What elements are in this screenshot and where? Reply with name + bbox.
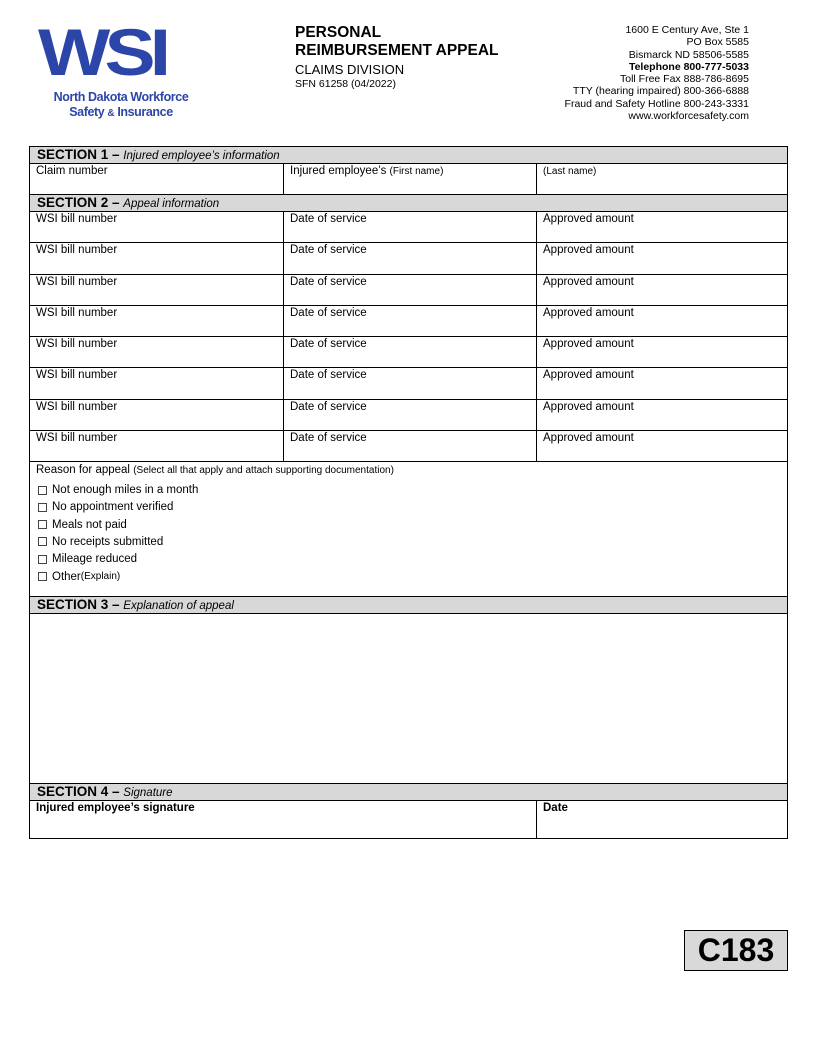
address-line2: PO Box 5585 — [686, 36, 749, 49]
address-block — [565, 24, 749, 122]
wsi-logo — [38, 15, 204, 121]
section4-header: SECTION 4 – Signature — [30, 784, 787, 801]
bill-number-field[interactable]: WSI bill number — [36, 244, 118, 257]
reason-other[interactable]: Other (Explain) — [38, 568, 781, 585]
reason-list — [36, 481, 781, 567]
approved-amount-field[interactable]: Approved amount — [536, 306, 787, 336]
division-label: CLAIMS DIVISION — [295, 62, 405, 77]
sfn-label: SFN 61258 (04/2022) — [295, 78, 396, 90]
reason-option-label: Meals not paid — [52, 518, 127, 531]
signature-row — [30, 801, 787, 838]
date-of-service-field[interactable]: Date of service — [283, 400, 536, 430]
bill-rows — [30, 212, 787, 462]
section1-header: SECTION 1 – Injured employee’s information — [30, 147, 787, 164]
bill-number-field[interactable]: WSI bill number — [36, 400, 118, 413]
telephone: Telephone 800-777-5033 — [628, 60, 749, 73]
bill-number-field[interactable]: WSI bill number — [36, 275, 118, 288]
section3-header: SECTION 3 – Explanation of appeal — [30, 597, 787, 614]
signature-field[interactable]: Injured employee’s signature — [36, 802, 195, 815]
explanation-textarea[interactable] — [30, 614, 787, 784]
reason-option-label: No receipts submitted — [52, 535, 164, 548]
reason-option[interactable] — [38, 481, 781, 498]
checkbox-icon[interactable] — [38, 555, 47, 564]
checkbox-icon[interactable] — [38, 520, 47, 529]
bill-number-field[interactable]: WSI bill number — [36, 338, 118, 351]
bill-number-field[interactable]: WSI bill number — [36, 213, 118, 225]
bill-row — [30, 212, 787, 243]
approved-amount-field[interactable]: Approved amount — [536, 368, 787, 398]
date-of-service-field[interactable]: Date of service — [283, 431, 536, 461]
reason-option-label: No appointment verified — [52, 501, 174, 514]
logo-letters: WSI — [38, 15, 166, 89]
date-of-service-field[interactable]: Date of service — [283, 275, 536, 305]
approved-amount-field[interactable]: Approved amount — [536, 212, 787, 242]
bill-row — [30, 431, 787, 462]
approved-amount-field[interactable]: Approved amount — [536, 275, 787, 305]
checkbox-icon[interactable] — [38, 486, 47, 495]
logo-line1: North Dakota Workforce — [53, 90, 189, 104]
tty: TTY (hearing impaired) 800-366-6888 — [572, 85, 749, 98]
reason-label: Reason for appeal (Select all that apply and attach supporting documentation) — [36, 464, 394, 477]
section1-row — [30, 164, 787, 195]
fax: Toll Free Fax 888-786-8695 — [620, 73, 749, 86]
logo-line2: Safety & Insurance — [69, 105, 173, 119]
section2-header: SECTION 2 – Appeal information — [30, 195, 787, 212]
bill-row — [30, 337, 787, 368]
appeal-form — [29, 146, 788, 839]
checkbox-icon[interactable] — [38, 503, 47, 512]
hotline: Fraud and Safety Hotline 800-243-3331 — [564, 97, 749, 110]
bill-row — [30, 275, 787, 306]
approved-amount-field[interactable]: Approved amount — [536, 400, 787, 430]
approved-amount-field[interactable]: Approved amount — [536, 243, 787, 273]
date-of-service-field[interactable]: Date of service — [283, 212, 536, 242]
form-title-block — [295, 24, 499, 91]
reason-option[interactable] — [38, 533, 781, 550]
form-number-badge: C183 — [684, 930, 788, 971]
reason-option-label: Not enough miles in a month — [52, 484, 199, 497]
claim-number-field[interactable]: Claim number — [36, 165, 108, 177]
reason-for-appeal — [30, 462, 787, 597]
checkbox-icon[interactable] — [38, 572, 47, 581]
bill-row — [30, 368, 787, 399]
reason-option[interactable] — [38, 499, 781, 516]
reason-option[interactable] — [38, 551, 781, 568]
website: www.workforcesafety.com — [628, 110, 749, 123]
reason-option[interactable] — [38, 516, 781, 533]
approved-amount-field[interactable]: Approved amount — [536, 337, 787, 367]
date-of-service-field[interactable]: Date of service — [283, 337, 536, 367]
checkbox-icon[interactable] — [38, 537, 47, 546]
approved-amount-field[interactable]: Approved amount — [536, 431, 787, 461]
last-name-field[interactable]: (Last name) — [536, 164, 787, 194]
bill-row — [30, 400, 787, 431]
bill-row — [30, 243, 787, 274]
reason-option-label: Mileage reduced — [52, 553, 138, 566]
form-title-line2: REIMBURSEMENT APPEAL — [295, 42, 499, 59]
date-of-service-field[interactable]: Date of service — [283, 306, 536, 336]
form-title-line1: PERSONAL — [295, 24, 382, 41]
bill-number-field[interactable]: WSI bill number — [36, 306, 118, 319]
bill-row — [30, 306, 787, 337]
bill-number-field[interactable]: WSI bill number — [36, 369, 118, 382]
date-field[interactable]: Date — [536, 801, 787, 838]
first-name-field[interactable]: Injured employee’s (First name) — [283, 164, 536, 194]
date-of-service-field[interactable]: Date of service — [283, 368, 536, 398]
bill-number-field[interactable]: WSI bill number — [36, 432, 118, 445]
logo-subtitle — [38, 90, 204, 121]
address-line3: Bismarck ND 58506-5585 — [628, 48, 749, 61]
address-line1: 1600 E Century Ave, Ste 1 — [625, 24, 749, 36]
date-of-service-field[interactable]: Date of service — [283, 243, 536, 273]
